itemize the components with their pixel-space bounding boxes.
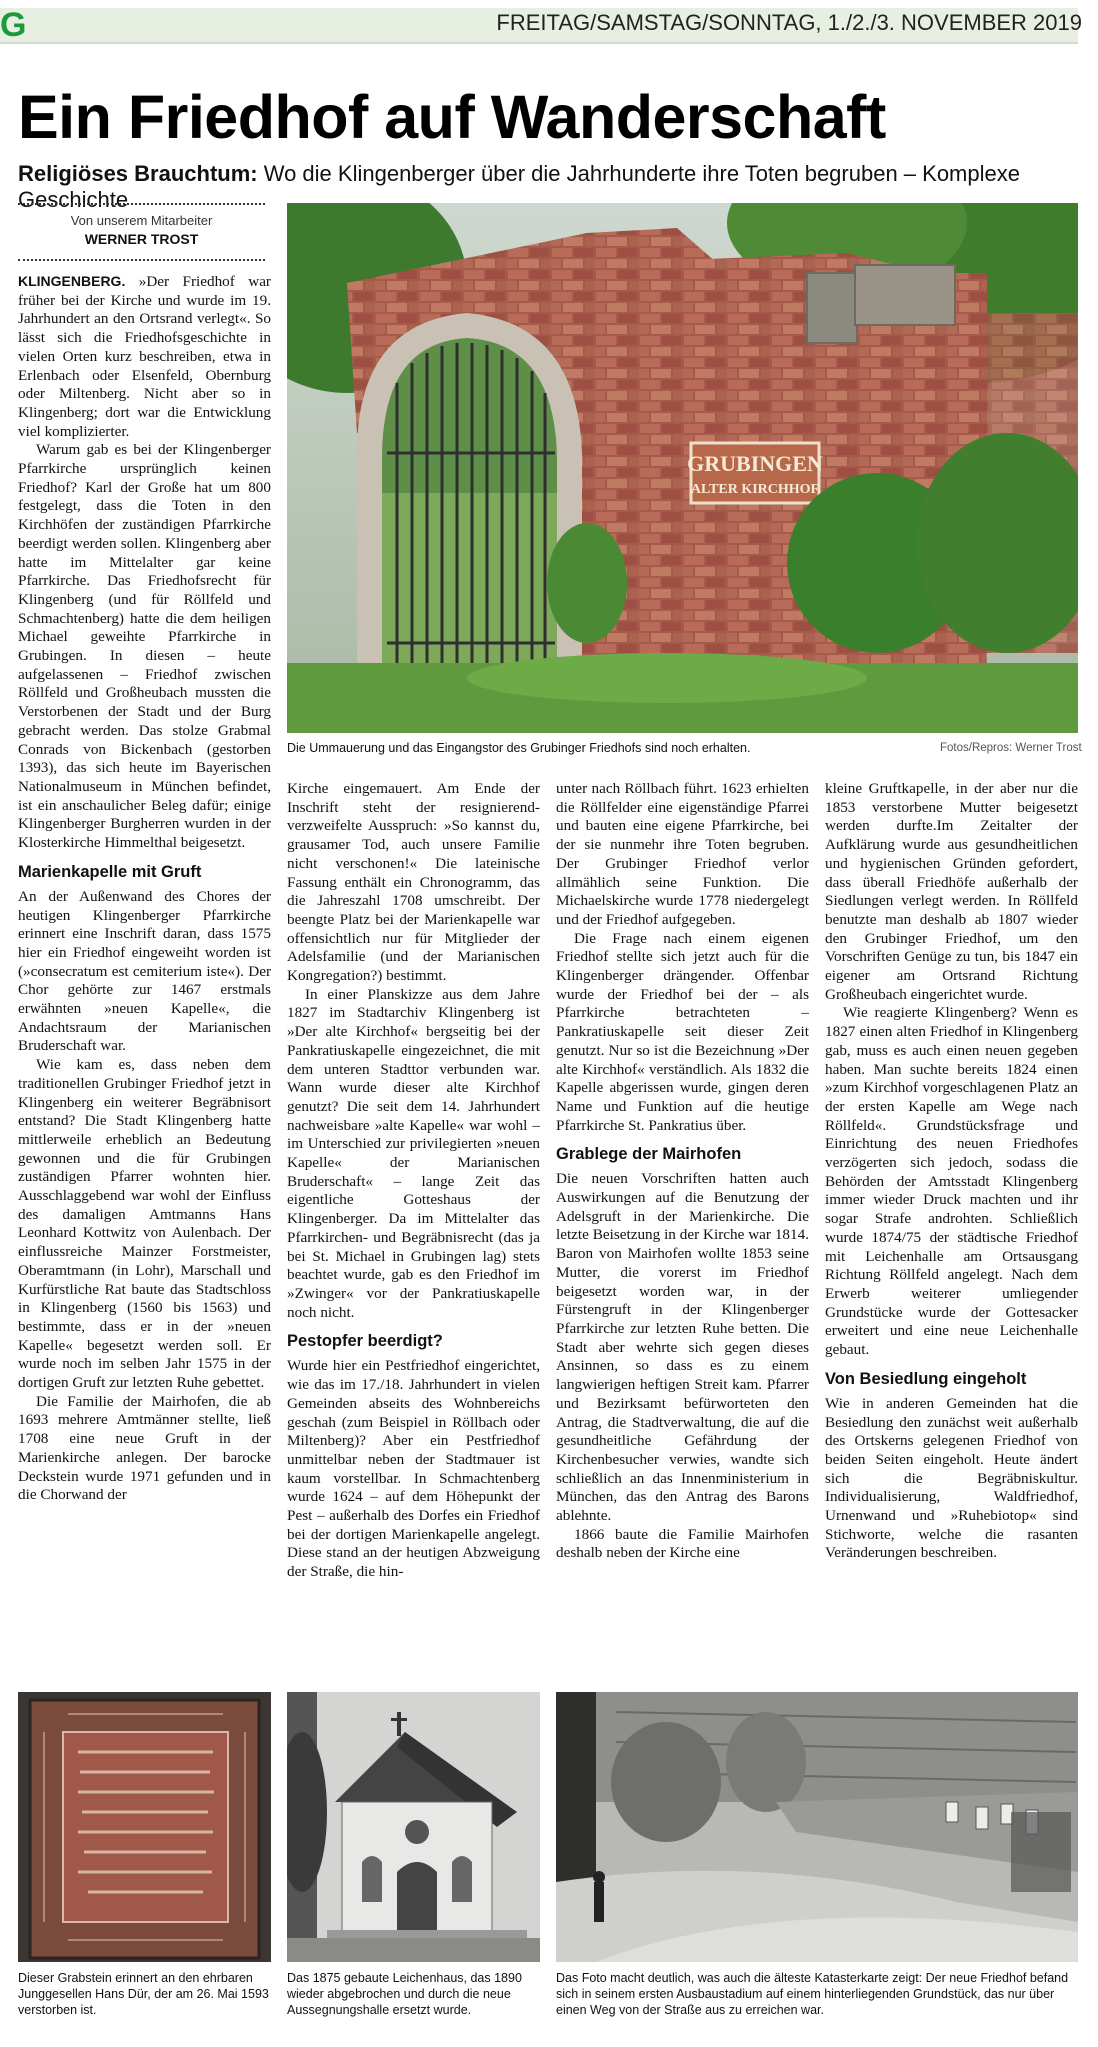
paragraph: An der Außenwand des Chores der heutigen Klingenberger Pfarrkirche erinnert eine Inschrift daran, dass 1575 hier ein Friedhof eingeweiht worden ist (»consecratum est cemiterium iste«). Der Chor gehörte zur 1467 erstmals erwähnten »neuen Kapelle«, die Andachtsraum der Marianischen Bruderschaft war. (18, 887, 271, 1055)
sign-text-grubingen: GRUBINGEN (687, 451, 823, 476)
paragraph: Wie in anderen Gemeinden hat die Besiedlung den zunächst weit außerhalb des Ortskerns gelegenen Friedhof von beiden Seiten eingeholt. Heute ändert sich die Begräbniskultur. Individualisierung, Waldfriedhof, Urnenwand und »Ruhebiotop« sind Stichworte, welche die rasanten Veränderungen beschreiben. (825, 1394, 1078, 1562)
byline-prefix: Von unserem Mitarbeiter (70, 213, 213, 228)
paragraph: Warum gab es bei der Klingenberger Pfarrkirche ursprünglich keinen Friedhof? Karl der Große hat um 800 festgelegt, dass die Toten in den Kirchhöfen der zuständigen Pfarrkirche beerdigt werden sollen. Klingenberg aber hatte im Mittelalter gar keine Pfarrkirche. Das Friedhofsrecht für Klingenberg (und für Röllfeld und Schmachtenberg) hatte die dem heiligen Michael geweihte Pfarrkirche in Grubingen. In diesen – heute aufgelassenen – Friedhof zwischen Röllfeld und Großheubach mussten die Verstorbenen der Stadt und der Burg gebracht werden. Das stolze Grabmal Conrads von Bickenbach (gestorben 1393), das sich heute im Bayerischen Nationalmuseum in München befindet, ist ein anschaulicher Beleg dafür; einige Klingenberger Burgherren wurden in der Klosterkirche Himmelthal beigesetzt. (18, 441, 271, 852)
article-column-2 (287, 780, 540, 1582)
sign-text-alter-kirchhof: ALTER KIRCHHOF (690, 482, 820, 497)
dateline-city: KLINGENBERG. (18, 273, 126, 289)
paragraph: Wie reagierte Klingenberg? Wenn es 1827 einen alten Friedhof in Klingenberg gab, muss es auch einen neuen gegeben haben. Man suchte bereits 1824 einen »zum Kirchhof vorgeschlagenen Platz an der ersten Kapelle am Wege nach Röllfeld«. Grundstücksfrage und Einrichtung des neuen Friedhofes verzögerten sich jedoch, sodass die Behörden der Amtsstadt Klingenberg immer wieder Druck machten und ihr sogar Strafe androhten. Schließlich wurde 1874/75 der städtische Friedhof mit Leichenhalle am Ortsausgang Richtung Röllfeld angelegt. Nach dem Erwerb weiterer umliegender Grundstücke wurde der Gottesacker erweitert und eine neue Leichenhalle gebaut. (825, 1004, 1078, 1359)
subheadline-text: Wo die Klingenberger über die Jahrhunderte ihre Toten begruben – Komplexe Geschichte (18, 161, 1020, 212)
paragraph: kleine Gruftkapelle, in der aber nur die 1853 verstorbene Mutter beigesetzt werden durfte.Im Zeitalter der Aufklärung wurde aus gesundheitlichen und hygienischen Gründen gefordert, dass überall Friedhöfe außerhalb der Siedlungen verlegt werden. In Röllfeld benutzte man deshalb ab 1807 wieder den Grubinger Friedhof, um den Vorschriften Genüge zu tun, bis 1847 ein eigener am Ortsrand Richtung Großheubach eingerichtet wurde. (825, 780, 1078, 1003)
paragraph (18, 272, 271, 441)
article-column-3 (556, 780, 809, 1563)
article-column-4 (825, 780, 1078, 1563)
paragraph: unter nach Röllbach führt. 1623 erhielten die Röllfelder eine eigenständige Pfarrei und bauten eine eigene Pfarrkirche, bei der sie nunmehr ihre Toten begruben. Der Grubinger Friedhof verlor allmählich seine Funktion. Die Michaelskirche wurde 1778 niedergelegt und der Friedhof aufgegeben. (556, 780, 809, 928)
newspaper-logo: G (0, 6, 27, 44)
paragraph: Wurde hier ein Pestfriedhof eingerichtet, wie das im 17./18. Jahrhundert in vielen Gemeinden abseits des Wohnbereichs geschah (zum Beispiel in Röllbach oder Miltenberg)? Aber ein Pestfriedhof unmittelbar neben der Stadtmauer ist kaum vorstellbar. In Schmachtenberg wurde 1624 – auf dem Höhepunkt der Pest – außerhalb des Dorfes ein Friedhof bei der dortigen Marienkapelle angelegt. Diese stand an der heutigen Abzweigung der Straße, die hin- (287, 1357, 540, 1581)
paragraph-text: »Der Friedhof war früher bei der Kirche und wurde im 19. Jahrhundert an den Ortsrand verlegt«. So lässt sich die Friedhofsgeschichte in vielen Orten kurz beschreiben, etwa in Erlenbach oder Elsenfeld, Obernburg oder Miltenberg. Nicht aber so in Klingenberg; dort war die Entwicklung viel komplizierter. (18, 273, 271, 440)
section-heading: Marienkapelle mit Gruft (18, 862, 202, 881)
paragraph: Wie kam es, dass neben dem traditionellen Grubinger Friedhof jetzt in Klingenberg ein weiterer Begräbnisort entstand? Die Stadt Klingenberg hatte mittlerweile erheblich an Bedeutung gewonnen und die für Grubingen zuständigen Pfarrer wohnten hier. Ausschlaggebend war wohl der Einfluss des damaligen Amtmanns Hans Leonhard Kottwitz von Aulenbach. Der einflussreiche Mainzer Forstmeister, Oberamtmann (in Lohr), Marschall und Kurfürstliche Rat baute das Stadtschloss in Klingenberg (1560 bis 1563) und bestimmte, dass er in der »neuen Kapelle« begesetzt werden soll. Er wurde noch im selben Jahr 1575 in der dortigen Gruft zur letzten Ruhe gebettet. (18, 1056, 271, 1392)
headline: Ein Friedhof auf Wanderschaft (18, 83, 886, 151)
section-heading: Pestopfer beerdigt? (287, 1332, 443, 1351)
byline-author: WERNER TROST (84, 231, 199, 247)
paragraph: In einer Planskizze aus dem Jahre 1827 im Stadtarchiv Klingenberg ist »Der alte Kirchhof« bergseitig bei der Pankratiuskapelle eingezeichnet, die mit dem unteren Stadttor verbunden war. Wann wurde dieser alte Kirchhof genutzt? Die seit dem 14. Jahrhundert nachweisbare »alte Kapelle« war wohl – im Unterschied zur privilegierten »neuen Kapelle« der Marianischen Bruderschaft« – lange Zeit das eigentliche Gotteshaus der Klingenberger. Da im Mittelalter das Pfarrkirchen- und Begräbnisrecht (das ja bei St. Michael in Grubingen lag) stets beachtet wurde, gab es den Friedhof im »Zwinger« vor der Pankratiuskapelle noch nicht. (287, 985, 540, 1321)
subheadline-lead: Religiöses Brauchtum: (18, 161, 258, 186)
main-photo-caption: Die Ummauerung und das Eingangstor des Grubinger Friedhofs sind noch erhalten. (287, 741, 751, 755)
paragraph: Die neuen Vorschriften hatten auch Auswirkungen auf die Benutzung der Adelsgruft in der Marienkirche. Die letzte Beisetzung in der Kirche war 1814. Baron von Mairhofen wollte 1853 seine Mutter, die vorerst im Friedhof beigesetzt worden war, in der Fürstengruft in der Klingenberger Pfarrkirche zur letzten Ruhe betten. Die Stadt aber wehrte sich gegen dieses Ansinnen, so dass es zu einem langwierigen heftigen Streit kam. Pfarrer und Bezirksamt befürworteten den Antrag, die Stadtverwaltung, die auf die gesundheitliche Gefährdung der Kirchenbesucher verwies, wandte sich schließlich an das Innenministerium in München, das den Antrag des Barons ablehnte. (556, 1170, 809, 1525)
main-photo-cemetery-gate (287, 203, 1078, 733)
paragraph: Kirche eingemauert. Am Ende der Inschrift steht der resignierend-verzweifelte Ausspruch: »So kannst du, grausamer Tod, auch unsere Familie nicht verschonen!« Die lateinische Fassung enthält ein Chronogramm, das die Jahreszahl 1708 umschreibt. Der beengte Platz bei der Marienkapelle war offensichtlich nur für Mitglieder der Adelsfamilie (und der Marianischen Kongregation?) bestimmt. (287, 780, 540, 985)
photo-gravestone (18, 1692, 271, 1962)
caption-mortuary: Das 1875 gebaute Leichenhaus, das 1890 wieder abgebrochen und durch die neue Aussegnungshalle ersetzt wurde. (287, 1971, 522, 2017)
photo-old-cemetery (556, 1692, 1078, 1962)
paragraph: Die Frage nach einem eigenen Friedhof stellte sich jetzt auch für die Klingenberger drängender. Offenbar wurde der Friedhof bei der – als Pfarrkirche betrachteten – Pankratiuskapelle seit dieser Zeit genutzt. Nur so ist die Bezeichnung »Der alte Kirchhof« verständlich. Als 1832 die Kapelle abgerissen wurde, gingen deren Name und Funktion auf die heutige Pfarrkirche St. Pankratius über. (556, 929, 809, 1134)
paragraph: Die Familie der Mairhofen, die ab 1693 mehrere Amtmänner stellte, ließ 1708 eine neue Gruft in der Marienkirche anlegen. Der barocke Deckstein wurde 1971 gefunden und in die Chorwand der (18, 1392, 271, 1504)
issue-date: FREITAG/SAMSTAG/SONNTAG, 1./2./3. NOVEMBER 2019 (496, 10, 1082, 35)
byline (18, 203, 265, 261)
caption-gravestone: Dieser Grabstein erinnert an den ehrbaren Junggesellen Hans Dür, der am 26. Mai 1593 verstorben ist. (18, 1971, 269, 2017)
photo-mortuary-1875 (287, 1692, 540, 1962)
section-heading: Von Besiedlung eingeholt (825, 1369, 1027, 1388)
section-heading: Grablege der Mairhofen (556, 1145, 742, 1164)
photo-credit: Fotos/Repros: Werner Trost (940, 742, 1082, 754)
paragraph: 1866 baute die Familie Mairhofen deshalb neben der Kirche eine (556, 1525, 809, 1562)
article-column-1 (18, 272, 271, 1505)
caption-old-cemetery: Das Foto macht deutlich, was auch die älteste Katasterkarte zeigt: Der neue Friedhof befand sich in seinem ersten Ausbaustadium auf einem hinterliegenden Grundstück, das nur über einen Weg von der Straße aus zu erreichen war. (556, 1971, 1069, 2017)
